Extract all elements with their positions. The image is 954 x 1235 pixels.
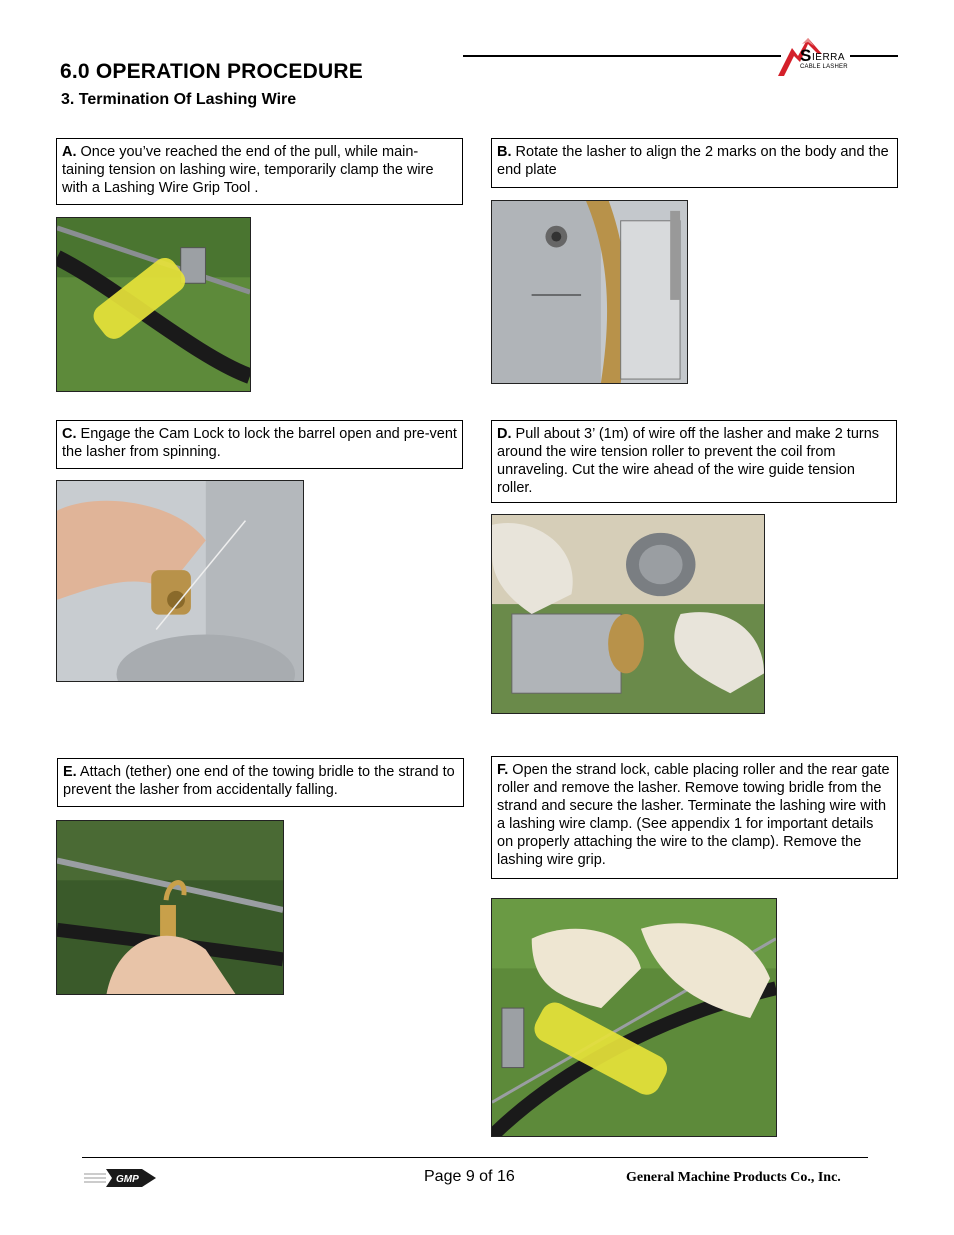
sierra-logo: [778, 32, 858, 78]
header-rule-left: [463, 55, 781, 57]
towing-bridle-photo: [56, 820, 284, 995]
section-title: 6.0 OPERATION PROCEDURE: [60, 60, 363, 83]
step-a-text: Once you’ve reached the end of the pull, while main-taining tension on lashing wire, temporarily clamp the wire with a Lashing Wire Grip Tool .: [62, 144, 434, 196]
subsection-title: 3. Termination Of Lashing Wire: [61, 91, 297, 108]
step-f-text: Open the strand lock, cable placing roller and the rear gate roller and remove the lasher. Remove towing bridle from the strand and secure the lasher. Terminate the lashing wire with a lashing wire clamp. (See appendix 1 for important details on properly attaching the wire to the clamp). Remove the lashing wire grip.: [497, 762, 890, 868]
step-e-text: Attach (tether) one end of the towing bridle to the strand to prevent the lasher from accidentally falling.: [63, 764, 455, 798]
gmp-logo-text: GMP: [116, 1174, 139, 1185]
step-e-box: [57, 758, 464, 807]
step-d-text: Pull about 3’ (1m) of wire off the lasher and make 2 turns around the wire tension roller to prevent the coil from unraveling. Cut the wire ahead of the wire guide tension roller.: [497, 426, 880, 496]
alignment-marks-photo: [491, 200, 688, 384]
company-name: General Machine Products Co., Inc.: [626, 1170, 841, 1185]
lashing-wire-grip-tool-photo: [56, 217, 251, 392]
page-number: Page 9 of 16: [424, 1168, 515, 1185]
step-e-letter: E.: [63, 764, 77, 780]
cam-lock-photo: [56, 480, 304, 682]
step-c-letter: C.: [62, 426, 77, 442]
logo-name: IERRA: [812, 52, 846, 63]
step-c-text: Engage the Cam Lock to lock the barrel open and pre-vent the lasher from spinning.: [62, 426, 457, 460]
logo-subtitle: CABLE LASHER: [800, 64, 848, 70]
footer-rule: [82, 1157, 868, 1158]
wire-tension-roller-photo: [491, 514, 765, 714]
step-a-letter: A.: [62, 144, 77, 160]
step-a-box: [56, 138, 463, 205]
step-f-letter: F.: [497, 762, 509, 778]
step-c-box: [56, 420, 463, 469]
step-d-letter: D.: [497, 426, 512, 442]
gmp-logo: [84, 1166, 158, 1190]
step-f-box: [491, 756, 898, 879]
step-b-letter: B.: [497, 144, 512, 160]
step-d-box: [491, 420, 897, 503]
step-b-text: Rotate the lasher to align the 2 marks on the body and the end plate: [497, 144, 889, 178]
lashing-wire-clamp-photo: [491, 898, 777, 1137]
logo-initial: S: [800, 46, 812, 65]
gmp-arrow-icon: [84, 1166, 158, 1190]
step-b-box: [491, 138, 898, 188]
